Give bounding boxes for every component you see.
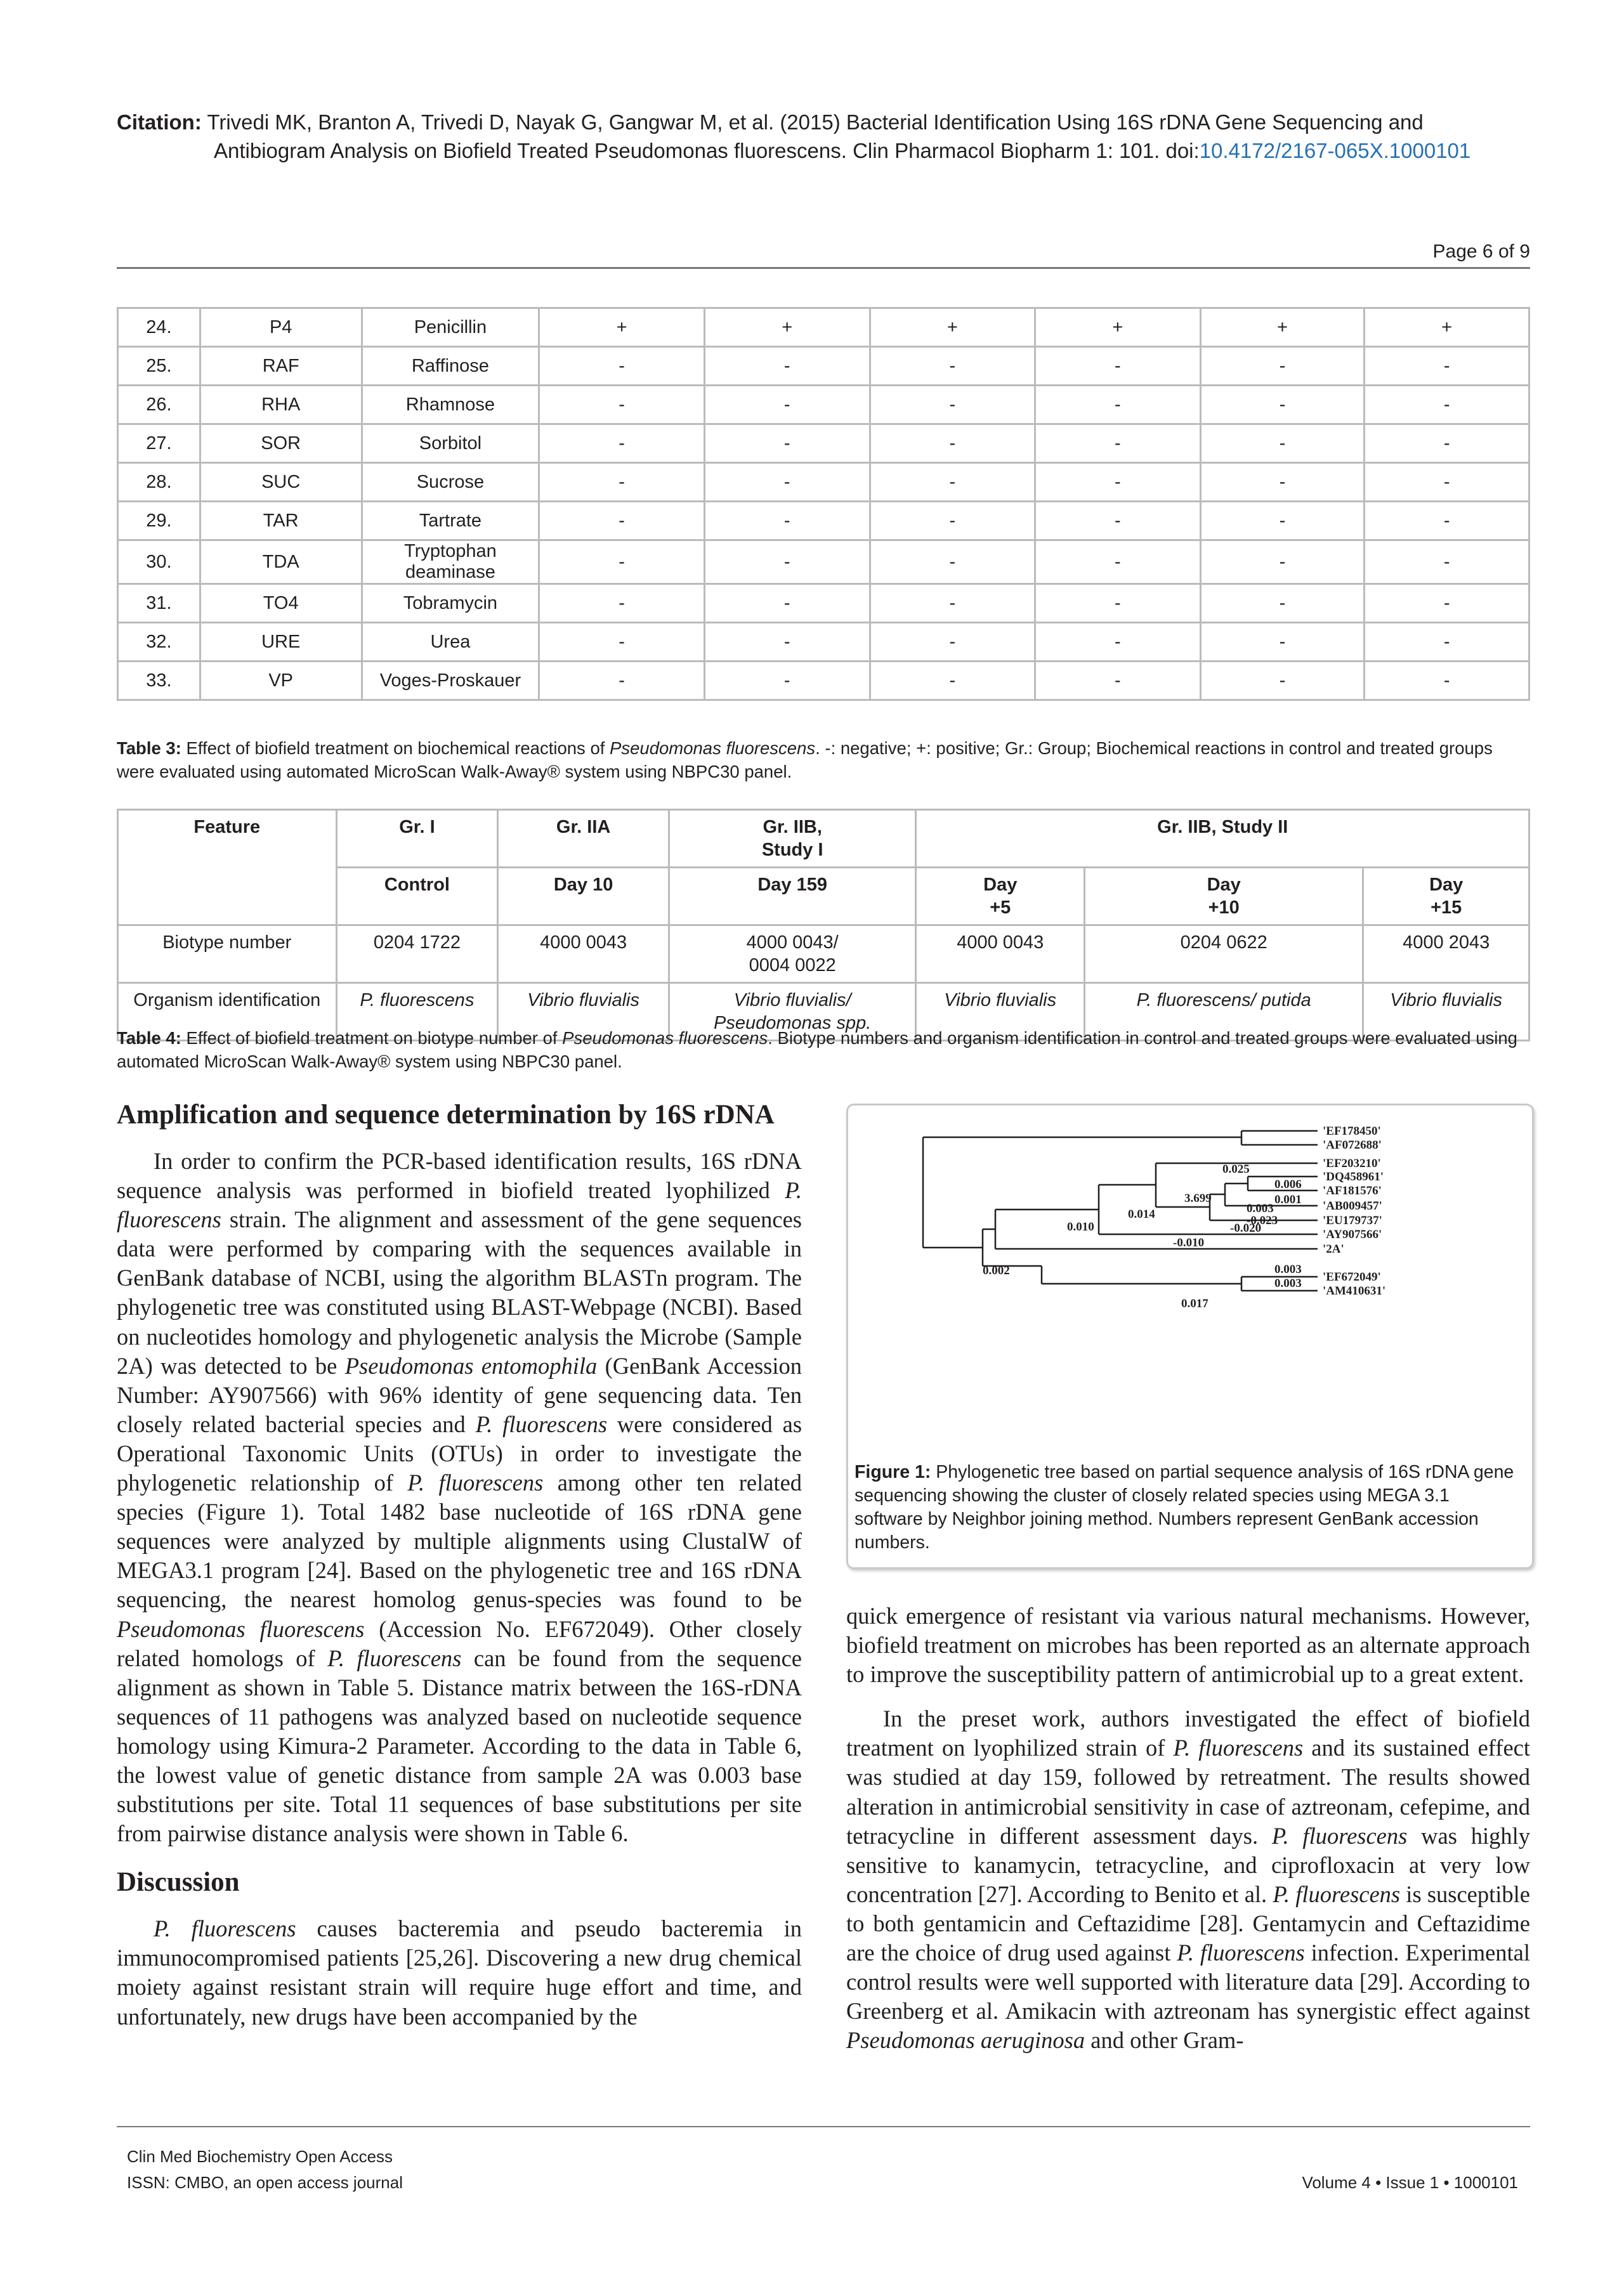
table-cell: Voges-Proskauer — [362, 662, 539, 700]
table-cell: Vibrio fluvialis — [1363, 983, 1529, 1041]
table-3-caption — [117, 736, 1530, 783]
tree-branch-label: 0.017 — [1181, 1297, 1208, 1310]
table-cell: - — [704, 540, 870, 584]
table-cell: SOR — [200, 424, 362, 463]
table-cell: - — [1200, 623, 1365, 662]
table-cell: - — [704, 584, 870, 623]
table-3-caption-text: Effect of biofield treatment on biochemical reactions of — [186, 738, 605, 758]
table-cell: - — [1035, 386, 1201, 424]
table-cell: - — [1200, 502, 1365, 540]
table-cell: Raffinose — [362, 347, 539, 386]
footer-volume: Volume 4 • Issue 1 • 1000101 — [1302, 2173, 1518, 2192]
table-cell: Tryptophan deaminase — [362, 540, 539, 584]
table-cell: 26. — [118, 386, 200, 424]
table-cell: TDA — [200, 540, 362, 584]
table-row — [118, 540, 1529, 584]
table-cell: - — [1035, 623, 1201, 662]
table-row-biotype — [118, 925, 1529, 983]
table-cell: - — [870, 386, 1035, 424]
table-cell: - — [1200, 424, 1365, 463]
table-cell: + — [870, 308, 1035, 347]
table-row — [118, 347, 1529, 386]
tree-leaf-label: 'AF072688' — [1323, 1138, 1382, 1152]
table-cell: - — [870, 540, 1035, 584]
table-cell: - — [1035, 347, 1201, 386]
table-cell: - — [539, 347, 705, 386]
table-cell: - — [1200, 463, 1365, 502]
table-cell: Urea — [362, 623, 539, 662]
subheader-day-plus5: Day +5 — [916, 868, 1085, 925]
table-cell: VP — [200, 662, 362, 700]
table-cell: - — [1365, 463, 1529, 502]
header-feature: Feature — [118, 810, 337, 925]
footer-journal: Clin Med Biochemistry Open Access — [127, 2147, 393, 2166]
table-cell: - — [1365, 584, 1529, 623]
table-4-caption-label: Table 4: — [117, 1028, 181, 1048]
table-cell: - — [1035, 540, 1201, 584]
subheader-day-plus10: Day +10 — [1085, 868, 1363, 925]
table-4-caption-text-2: . Biotype numbers and organism identification in control and treated groups were evaluated using automated MicroScan Walk-Away® system using NBPC30 panel. — [117, 1028, 1517, 1071]
table-cell: 4000 2043 — [1363, 925, 1529, 983]
table-cell: - — [539, 502, 705, 540]
table-row — [118, 584, 1529, 623]
table-cell: - — [1365, 502, 1529, 540]
table-cell: - — [1365, 662, 1529, 700]
table-cell: - — [870, 463, 1035, 502]
table-cell: - — [870, 662, 1035, 700]
subheader-control: Control — [336, 868, 498, 925]
table-cell: 25. — [118, 347, 200, 386]
tree-branch-label: -0.010 — [1173, 1236, 1205, 1249]
table-cell: 4000 0043/ 0004 0022 — [669, 925, 916, 983]
tree-branch-label: -0.023 — [1247, 1214, 1278, 1227]
table-4 — [117, 809, 1530, 1041]
table-3 — [117, 307, 1530, 701]
table-4-header-row — [118, 810, 1529, 868]
section-heading-discussion: Discussion — [117, 1867, 240, 1898]
tree-branch-label: 0.003 — [1247, 1202, 1274, 1215]
table-cell: 31. — [118, 584, 200, 623]
table-cell: - — [1365, 623, 1529, 662]
citation-line-2: Antibiogram Analysis on Biofield Treated Pseudomonas fluorescens. Clin Pharmacol Biopharm 1: 101. doi: — [214, 139, 1200, 162]
left-column — [117, 1097, 802, 2047]
table-cell: - — [539, 662, 705, 700]
table-cell: - — [1035, 463, 1201, 502]
table-cell: Rhamnose — [362, 386, 539, 424]
table-cell: - — [870, 502, 1035, 540]
figure-1 — [846, 1104, 1534, 1569]
table-row — [118, 502, 1529, 540]
table-cell: Tartrate — [362, 502, 539, 540]
citation — [117, 108, 1538, 165]
table-row — [118, 308, 1529, 347]
tree-branch-label: 0.001 — [1274, 1193, 1302, 1206]
table-cell: - — [1200, 540, 1365, 584]
header-rule — [117, 267, 1530, 269]
table-cell: 0204 0622 — [1085, 925, 1363, 983]
table-cell: + — [539, 308, 705, 347]
table-cell: - — [539, 540, 705, 584]
tree-branch-label: 0.025 — [1222, 1163, 1250, 1176]
table-cell: P. fluorescens/ putida — [1085, 983, 1363, 1041]
table-row — [118, 662, 1529, 700]
table-cell: - — [704, 623, 870, 662]
table-cell: Sorbitol — [362, 424, 539, 463]
tree-branch-label: 0.003 — [1274, 1263, 1302, 1276]
tree-leaf-label: 'EU179737' — [1323, 1214, 1382, 1227]
table-cell: - — [539, 424, 705, 463]
table-cell: - — [704, 502, 870, 540]
subheader-day159: Day 159 — [669, 868, 916, 925]
subheader-day10: Day 10 — [498, 868, 669, 925]
table-cell: 29. — [118, 502, 200, 540]
table-cell: - — [1365, 540, 1529, 584]
footer-issn: ISSN: CMBO, an open access journal — [127, 2173, 403, 2192]
table-cell: - — [1200, 386, 1365, 424]
table-cell: - — [704, 386, 870, 424]
table-cell: - — [870, 424, 1035, 463]
table-cell: - — [1035, 584, 1201, 623]
table-cell: TO4 — [200, 584, 362, 623]
section-heading-amplification: Amplification and sequence determination by 16S rDNA — [117, 1100, 775, 1130]
tree-leaf-label: 'EF203210' — [1323, 1157, 1381, 1170]
tree-leaves — [1323, 1125, 1385, 1298]
tree-leaf-label: 'AF181576' — [1323, 1184, 1382, 1197]
citation-line-1: Trivedi MK, Branton A, Trivedi D, Nayak G, Gangwar M, et al. (2015) Bacterial Identification Using 16S rDNA Gene Sequencing and — [207, 110, 1424, 134]
tree-branch-label: 0.014 — [1128, 1208, 1155, 1221]
table-cell: + — [1200, 308, 1365, 347]
phylogenetic-tree — [848, 1106, 1532, 1461]
table-row — [118, 623, 1529, 662]
table-cell: - — [870, 584, 1035, 623]
table-cell: URE — [200, 623, 362, 662]
table-cell: - — [1365, 424, 1529, 463]
figure-1-caption — [855, 1461, 1521, 1555]
paragraph: P. fluorescens causes bacteremia and pseudo bacteremia in immunocompromised patients [25,26]. Discovering a new drug chemical moiety against resistant strain will require huge effort and time, and unfortunately, new drugs have been accompanied by the — [117, 1915, 802, 2030]
header-gr1: Gr. I — [336, 810, 498, 868]
table-cell: P. fluorescens — [336, 983, 498, 1041]
table-cell: Tobramycin — [362, 584, 539, 623]
header-gr2b-study1: Gr. IIB, Study I — [669, 810, 916, 868]
table-4-caption-text: Effect of biofield treatment on biotype number of — [186, 1028, 558, 1048]
header-gr2b-study2: Gr. IIB, Study II — [916, 810, 1529, 868]
table-cell: 30. — [118, 540, 200, 584]
table-cell: 4000 0043 — [916, 925, 1085, 983]
table-3-body — [118, 308, 1529, 700]
table-cell: - — [870, 347, 1035, 386]
table-cell: - — [1035, 502, 1201, 540]
citation-label: Citation: — [117, 110, 202, 134]
table-4-caption — [117, 1026, 1530, 1073]
table-3-caption-text-2: . -: negative; +: positive; Gr.: Group; Biochemical reactions in control and treated groups were evaluated using automated MicroScan Walk-Away® system using NBPC30 panel. — [117, 738, 1493, 781]
tree-leaf-label: 'EF672049' — [1323, 1270, 1381, 1284]
table-cell: Sucrose — [362, 463, 539, 502]
row-label-organism: Organism identification — [118, 983, 337, 1041]
table-cell: - — [704, 347, 870, 386]
table-row — [118, 386, 1529, 424]
table-cell: - — [539, 623, 705, 662]
table-cell: RAF — [200, 347, 362, 386]
figure-1-caption-label: Figure 1: — [855, 1462, 931, 1482]
tree-branch-label: 3.699 — [1184, 1192, 1212, 1205]
footer-rule — [117, 2126, 1530, 2127]
subheader-day-plus15: Day +15 — [1363, 868, 1529, 925]
tree-leaf-label: 'AB009457' — [1323, 1199, 1382, 1213]
paragraph: quick emergence of resistant via various natural mechanisms. However, biofield treatment on microbes has been reported as an alternate approach to improve the susceptibility pattern of antimicrobial up to a great extent. — [846, 1603, 1530, 1688]
figure-1-caption-text: Phylogenetic tree based on partial sequence analysis of 16S rDNA gene sequencing showing the cluster of closely related species using MEGA 3.1 software by Neighbor joining method. Numbers represent GenBank accession numbers. — [855, 1462, 1514, 1553]
table-cell: - — [539, 386, 705, 424]
table-cell: - — [704, 463, 870, 502]
tree-branch-label: 0.010 — [1067, 1220, 1094, 1234]
tree-leaf-label: 'AM410631' — [1323, 1284, 1386, 1298]
table-4-caption-organism: Pseudomonas fluorescens — [562, 1028, 768, 1048]
table-cell: 33. — [118, 662, 200, 700]
table-cell: 32. — [118, 623, 200, 662]
table-cell: - — [1200, 347, 1365, 386]
tree-leaf-label: 'EF178450' — [1323, 1125, 1381, 1138]
table-cell: + — [1035, 308, 1201, 347]
table-cell: 24. — [118, 308, 200, 347]
row-label-biotype: Biotype number — [118, 925, 337, 983]
paragraph: In order to confirm the PCR-based identification results, 16S rDNA sequence analysis was performed in biofield treated lyophilized P. fluorescens strain. The alignment and assessment of the gene sequences data were performed by comparing with the sequences available in GenBank database of NCBI, using the algorithm BLASTn program. The phylogenetic tree was constituted using BLAST-Webpage (NCBI). Based on nucleotides homology and phylogenetic analysis the Microbe (Sample 2A) was detected to be Pseudomonas entomophila (GenBank Accession Number: AY907566) with 96% identity of gene sequencing data. Ten closely related bacterial species and P. fluorescens were considered as Operational Taxonomic Units (OTUs) in order to investigate the phylogenetic relationship of P. fluorescens among other ten related species (Figure 1). Total 1482 base nucleotide of 16S rDNA gene sequences were analyzed by multiple alignments using ClustalW of MEGA3.1 program [24]. Based on the phylogenetic tree and 16S rDNA sequencing, the nearest homolog genus-species was found to be Pseudomonas fluorescens (Accession No. EF672049). Other closely related homologs of P. fluorescens can be found from the sequence alignment as shown in Table 5. Distance matrix between the 16S-rDNA sequences of 11 pathogens was analyzed based on nucleotide sequence homology using Kimura-2 Parameter. According to the data in Table 6, the lowest value of genetic distance from sample 2A was 0.003 base substitutions per site. Total 11 sequences of base substitutions per site from pairwise distance analysis were shown in Table 6. — [117, 1148, 802, 1847]
table-row — [118, 463, 1529, 502]
table-cell: Vibrio fluvialis — [498, 983, 669, 1041]
table-cell: + — [704, 308, 870, 347]
table-cell: 4000 0043 — [498, 925, 669, 983]
table-cell: 27. — [118, 424, 200, 463]
doi-link[interactable]: 10.4172/2167-065X.1000101 — [1199, 139, 1471, 162]
table-cell: 28. — [118, 463, 200, 502]
table-cell: P4 — [200, 308, 362, 347]
page-number: Page 6 of 9 — [1432, 241, 1530, 262]
table-cell: - — [870, 623, 1035, 662]
tree-branch-label: 0.006 — [1274, 1178, 1302, 1191]
tree-branch-label: -0.020 — [1230, 1222, 1262, 1235]
table-cell: - — [704, 662, 870, 700]
table-cell: RHA — [200, 386, 362, 424]
table-cell: Penicillin — [362, 308, 539, 347]
table-3-caption-label: Table 3: — [117, 738, 181, 758]
table-cell: - — [1035, 662, 1201, 700]
header-gr2a: Gr. IIA — [498, 810, 669, 868]
table-cell: TAR — [200, 502, 362, 540]
table-cell: SUC — [200, 463, 362, 502]
table-3-caption-organism: Pseudomonas fluorescens — [610, 738, 816, 758]
table-cell: - — [1200, 584, 1365, 623]
table-cell: - — [1200, 662, 1365, 700]
right-column — [846, 1601, 1530, 2070]
tree-leaf-label: 'DQ458961' — [1323, 1170, 1384, 1184]
tree-branch-label: 0.002 — [983, 1264, 1010, 1277]
table-row — [118, 424, 1529, 463]
paragraph: In the preset work, authors investigated the effect of biofield treatment on lyophilized strain of P. fluorescens and its sustained effect was studied at day 159, followed by retreatment. The results showed alteration in antimicrobial sensitivity in case of aztreonam, cefepime, and tetracycline in different assessment days. P. fluorescens was highly sensitive to kanamycin, tetracycline, and ciprofloxacin at very low concentration [27]. According to Benito et al. P. fluorescens is susceptible to both gentamicin and Ceftazidime [28]. Gentamycin and Ceftazidime are the choice of drug used against P. fluorescens infection. Experimental control results were well supported with literature data [29]. According to Greenberg et al. Amikacin with aztreonam has synergistic effect against Pseudomonas aeruginosa and other Gram- — [846, 1706, 1531, 2054]
table-cell: Vibrio fluvialis — [916, 983, 1085, 1041]
table-cell: - — [1035, 424, 1201, 463]
table-cell: - — [704, 424, 870, 463]
tree-leaf-label: '2A' — [1323, 1243, 1344, 1256]
table-cell: - — [1365, 386, 1529, 424]
table-cell: - — [539, 463, 705, 502]
tree-branch-label: 0.003 — [1274, 1277, 1302, 1290]
tree-leaf-label: 'AY907566' — [1323, 1228, 1382, 1241]
table-cell: + — [1365, 308, 1529, 347]
table-cell: - — [1365, 347, 1529, 386]
table-cell: 0204 1722 — [336, 925, 498, 983]
table-cell: - — [539, 584, 705, 623]
table-cell: Vibrio fluvialis/ Pseudomonas spp. — [669, 983, 916, 1041]
